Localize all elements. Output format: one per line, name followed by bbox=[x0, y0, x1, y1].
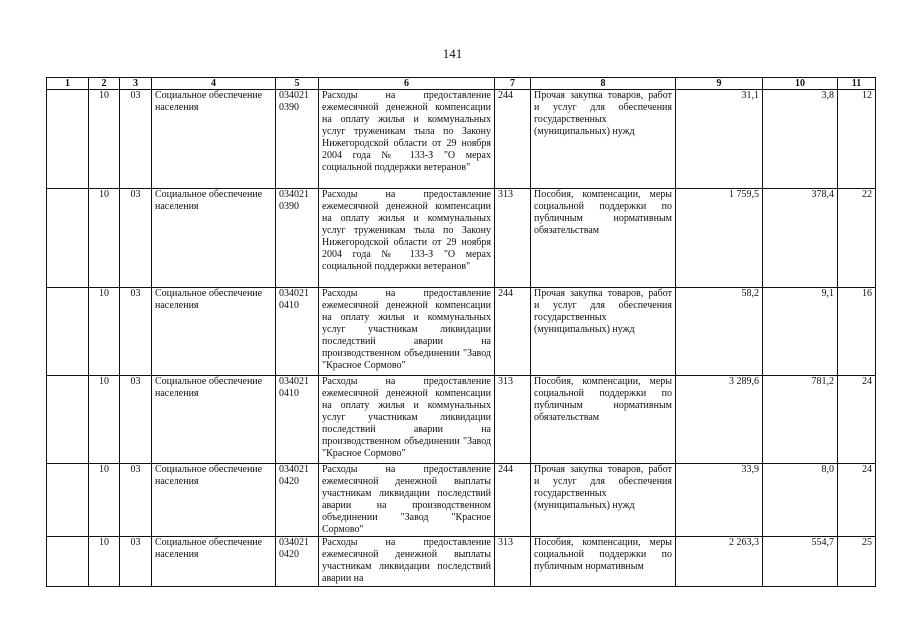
cell-amount-fact: 781,2 bbox=[763, 376, 838, 464]
cell-description: Расходы на предоставление ежемесячной денежной компенсации на оплату жилья и коммунальных услуг труженикам тыла по Закону Нижегородской области от 29 ноября 2004 года № 133-З "О мерах социальной поддержки ветеранов" bbox=[319, 90, 495, 189]
column-header: 11 bbox=[838, 78, 876, 90]
cell-subsection: 03 bbox=[120, 537, 152, 587]
cell-section-name: Социальное обеспечение населения bbox=[152, 90, 276, 189]
cell-amount-plan: 31,1 bbox=[676, 90, 763, 189]
cell-description: Расходы на предоставление ежемесячной денежной выплаты участникам ликвидации последствий аварии на производственном объединении "Завод "Красное Сормово" bbox=[319, 464, 495, 537]
column-header: 4 bbox=[152, 78, 276, 90]
cell-expense-type: 244 bbox=[495, 90, 531, 189]
cell-amount-fact: 554,7 bbox=[763, 537, 838, 587]
table-row bbox=[47, 537, 876, 587]
cell-percent: 12 bbox=[838, 90, 876, 189]
cell-description: Расходы на предоставление ежемесячной денежной компенсации на оплату жилья и коммунальных услуг участникам ликвидации последствий аварии на производственном объединении "Завод "Красное Сормово" bbox=[319, 376, 495, 464]
cell-section: 10 bbox=[89, 464, 120, 537]
cell-amount-plan: 1 759,5 bbox=[676, 189, 763, 288]
cell-target-code: 034021 0390 bbox=[276, 90, 319, 189]
cell-amount-fact: 3,8 bbox=[763, 90, 838, 189]
cell-percent: 22 bbox=[838, 189, 876, 288]
column-header: 10 bbox=[763, 78, 838, 90]
cell-col1 bbox=[47, 537, 89, 587]
budget-table bbox=[46, 77, 876, 587]
cell-subsection: 03 bbox=[120, 189, 152, 288]
cell-col1 bbox=[47, 189, 89, 288]
table-row bbox=[47, 288, 876, 376]
cell-col1 bbox=[47, 288, 89, 376]
cell-section: 10 bbox=[89, 537, 120, 587]
column-header: 5 bbox=[276, 78, 319, 90]
page-number: 141 bbox=[442, 46, 463, 61]
cell-percent: 25 bbox=[838, 537, 876, 587]
cell-amount-fact: 378,4 bbox=[763, 189, 838, 288]
cell-col1 bbox=[47, 376, 89, 464]
cell-expense-name: Пособия, компенсации, меры социальной поддержки по публичным нормативным обязательствам bbox=[531, 189, 676, 288]
cell-expense-name: Пособия, компенсации, меры социальной поддержки по публичным нормативным обязательствам bbox=[531, 376, 676, 464]
cell-expense-type: 244 bbox=[495, 288, 531, 376]
column-header: 3 bbox=[120, 78, 152, 90]
cell-amount-fact: 9,1 bbox=[763, 288, 838, 376]
cell-section: 10 bbox=[89, 376, 120, 464]
cell-percent: 24 bbox=[838, 464, 876, 537]
cell-subsection: 03 bbox=[120, 376, 152, 464]
cell-section-name: Социальное обеспечение населения bbox=[152, 376, 276, 464]
cell-amount-plan: 2 263,3 bbox=[676, 537, 763, 587]
cell-amount-plan: 58,2 bbox=[676, 288, 763, 376]
cell-description: Расходы на предоставление ежемесячной денежной компенсации на оплату жилья и коммунальных услуг участникам ликвидации последствий аварии на производственном объединении "Завод "Красное Сормово" bbox=[319, 288, 495, 376]
cell-expense-name: Пособия, компенсации, меры социальной поддержки по публичным нормативным bbox=[531, 537, 676, 587]
cell-subsection: 03 bbox=[120, 288, 152, 376]
column-header: 1 bbox=[47, 78, 89, 90]
cell-amount-plan: 3 289,6 bbox=[676, 376, 763, 464]
cell-section-name: Социальное обеспечение населения bbox=[152, 464, 276, 537]
cell-expense-name: Прочая закупка товаров, работ и услуг для обеспечения государственных (муниципальных) нужд bbox=[531, 288, 676, 376]
cell-section: 10 bbox=[89, 288, 120, 376]
table-row bbox=[47, 90, 876, 189]
cell-expense-type: 244 bbox=[495, 464, 531, 537]
cell-expense-type: 313 bbox=[495, 189, 531, 288]
cell-subsection: 03 bbox=[120, 464, 152, 537]
cell-target-code: 034021 0410 bbox=[276, 288, 319, 376]
cell-description: Расходы на предоставление ежемесячной денежной выплаты участникам ликвидации последствий аварии на bbox=[319, 537, 495, 587]
cell-col1 bbox=[47, 464, 89, 537]
column-header: 8 bbox=[531, 78, 676, 90]
cell-section-name: Социальное обеспечение населения bbox=[152, 537, 276, 587]
cell-section: 10 bbox=[89, 189, 120, 288]
header-row bbox=[47, 78, 876, 90]
table-row bbox=[47, 189, 876, 288]
cell-percent: 24 bbox=[838, 376, 876, 464]
cell-percent: 16 bbox=[838, 288, 876, 376]
column-header: 6 bbox=[319, 78, 495, 90]
column-header: 7 bbox=[495, 78, 531, 90]
column-header: 9 bbox=[676, 78, 763, 90]
cell-description: Расходы на предоставление ежемесячной денежной компенсации на оплату жилья и коммунальных услуг труженикам тыла по Закону Нижегородской области от 29 ноября 2004 года № 133-З "О мерах социальной поддержки ветеранов" bbox=[319, 189, 495, 288]
cell-subsection: 03 bbox=[120, 90, 152, 189]
table-row bbox=[47, 464, 876, 537]
cell-col1 bbox=[47, 90, 89, 189]
cell-section: 10 bbox=[89, 90, 120, 189]
cell-target-code: 034021 0420 bbox=[276, 464, 319, 537]
cell-expense-type: 313 bbox=[495, 537, 531, 587]
column-header: 2 bbox=[89, 78, 120, 90]
cell-section-name: Социальное обеспечение населения bbox=[152, 189, 276, 288]
cell-section-name: Социальное обеспечение населения bbox=[152, 288, 276, 376]
cell-amount-fact: 8,0 bbox=[763, 464, 838, 537]
cell-target-code: 034021 0420 bbox=[276, 537, 319, 587]
cell-expense-name: Прочая закупка товаров, работ и услуг для обеспечения государственных (муниципальных) нужд bbox=[531, 464, 676, 537]
cell-target-code: 034021 0390 bbox=[276, 189, 319, 288]
cell-target-code: 034021 0410 bbox=[276, 376, 319, 464]
cell-amount-plan: 33,9 bbox=[676, 464, 763, 537]
cell-expense-name: Прочая закупка товаров, работ и услуг для обеспечения государственных (муниципальных) нужд bbox=[531, 90, 676, 189]
table-row bbox=[47, 376, 876, 464]
cell-expense-type: 313 bbox=[495, 376, 531, 464]
